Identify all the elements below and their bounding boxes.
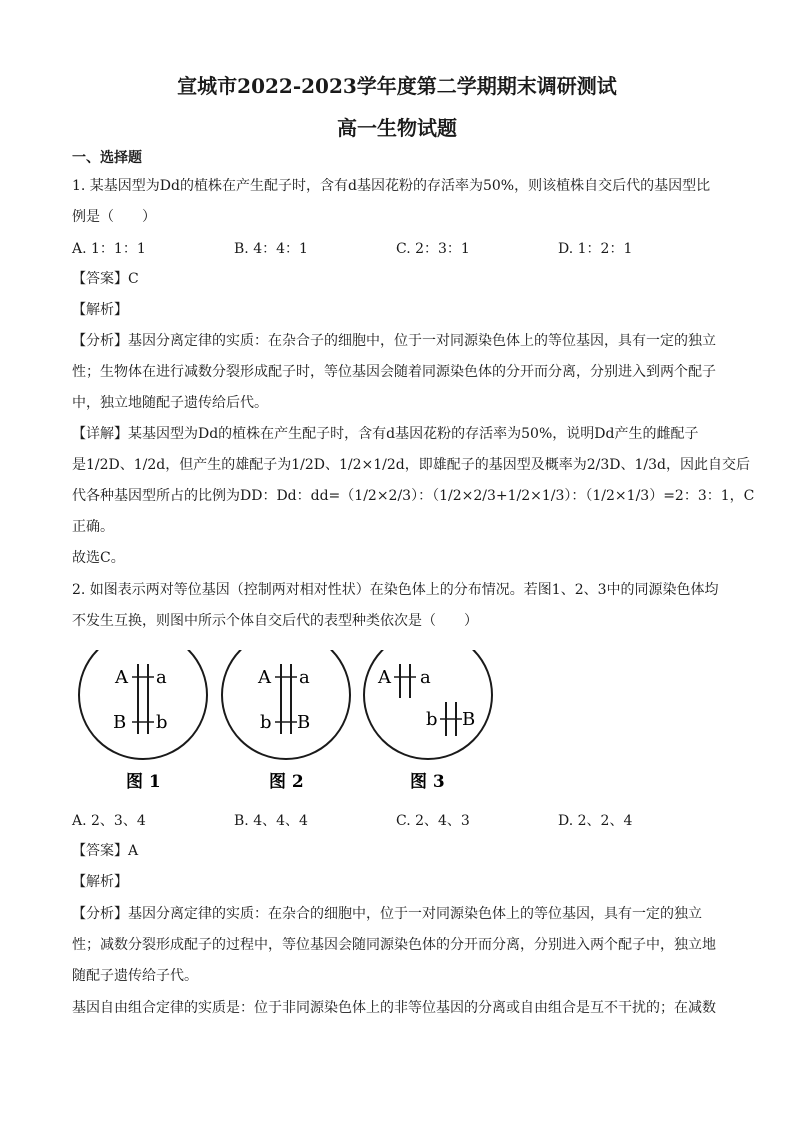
q2-stem-line-1: 2. 如图表示两对等位基因（控制两对相对性状）在染色体上的分布情况。若图1、2、3中的同源染色体均 [72,582,719,598]
figure-1-allele-A: A [115,667,128,688]
q2-analysis-line-2: 性；减数分裂形成配子的过程中，等位基因会随同源染色体的分开而分离，分别进入两个配子中，独立地 [72,937,716,953]
q2-option-a: A. 2、3、4 [72,813,146,829]
q2-option-d: D. 2、2、4 [558,813,633,829]
figure-1-allele-a: a [156,667,167,688]
q2-analysis-heading: 【解析】 [72,874,128,890]
figure-1 [79,650,207,792]
figure-2-caption: 图 2 [269,772,304,792]
figure-3-allele-A: A [378,667,391,688]
q1-analysis-line-2: 性；生物体在进行减数分裂形成配子时，等位基因会随着同源染色体的分开而分离，分别进入到两个配子 [72,364,716,380]
q1-stem-line-1: 1. 某基因型为Dd的植株在产生配子时，含有d基因花粉的存活率为50%，则该植株自交后代的基因型比 [72,178,711,194]
q2-analysis-line-4: 基因自由组合定律的实质是：位于非同源染色体上的非等位基因的分离或自由组合是互不干扰的；在减数 [72,1000,716,1016]
q1-detail-line-1: 【详解】某基因型为Dd的植株在产生配子时，含有d基因花粉的存活率为50%，说明Dd产生的雌配子 [72,426,699,442]
figure-2-allele-b: b [260,712,272,733]
q2-analysis-line-1: 【分析】基因分离定律的实质：在杂合的细胞中，位于一对同源染色体上的等位基因，具有一定的独立 [72,906,702,922]
q2-options [72,810,732,830]
figure-2-allele-a: a [299,667,310,688]
figure-2-cell [222,650,350,759]
figure-1-allele-b: b [156,712,168,733]
figure-3-caption: 图 3 [410,772,445,792]
q1-stem-line-2: 例是（ ） [72,209,156,225]
q1-option-c: C. 2：3：1 [396,241,470,257]
q1-detail-line-4: 正确。 [72,519,114,535]
figure-2 [222,650,350,792]
figure-2-allele-B: B [297,712,311,733]
q1-conclusion: 故选C。 [72,550,125,566]
q1-detail-line-3: 代各种基因型所占的比例为DD：Dd：dd=（1/2×2/3）：（1/2×2/3+1/2×1/3）：（1/2×1/3）=2：3：1，C [72,488,755,504]
q2-option-b: B. 4、4、4 [234,813,308,829]
q1-option-b: B. 4：4：1 [234,241,308,257]
figure-3-allele-b: b [426,709,438,730]
q2-option-c: C. 2、4、3 [396,813,470,829]
q1-analysis-line-3: 中，独立地随配子遗传给后代。 [72,395,268,411]
figure-1-caption: 图 1 [126,772,161,792]
q1-analysis-line-1: 【分析】基因分离定律的实质：在杂合子的细胞中，位于一对同源染色体上的等位基因，具有一定的独立 [72,333,716,349]
q1-option-d: D. 1：2：1 [558,241,633,257]
chromosome-figures [76,650,496,800]
figure-3-allele-a: a [420,667,431,688]
q1-options [72,238,732,258]
figure-3 [364,650,492,792]
q2-stem-line-2: 不发生互换，则图中所示个体自交后代的表型种类依次是（ ） [72,613,478,629]
q1-option-a: A. 1：1：1 [72,241,146,257]
document-subtitle: 高一生物试题 [337,116,457,140]
figure-1-cell [79,650,207,759]
q2-answer: 【答案】A [72,843,139,859]
figure-1-allele-B: B [113,712,127,733]
q1-analysis-heading: 【解析】 [72,302,128,318]
figure-3-allele-B: B [462,709,476,730]
q2-analysis-line-3: 随配子遗传给子代。 [72,968,198,984]
figure-2-allele-A: A [258,667,271,688]
section-heading: 一、选择题 [72,150,142,166]
document-title: 宣城市2022-2023学年度第二学期期末调研测试 [177,74,617,98]
q1-detail-line-2: 是1/2D、1/2d，但产生的雄配子为1/2D、1/2×1/2d，即雄配子的基因型及概率为2/3D、1/3d，因此自交后 [72,457,751,473]
q1-answer: 【答案】C [72,271,139,287]
